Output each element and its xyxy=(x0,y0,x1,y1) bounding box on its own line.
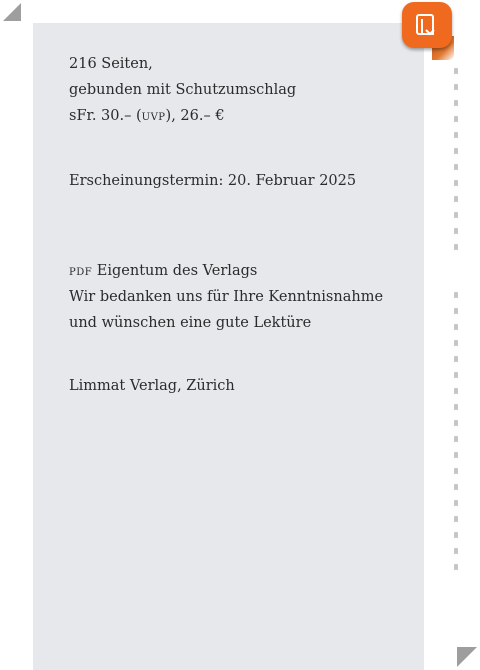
notice-block xyxy=(69,258,414,336)
release-date: Erscheinungstermin: 20. Februar 2025 xyxy=(69,173,357,189)
thanks-line-2: und wünschen eine gute Lektüre xyxy=(69,315,312,331)
page-corner-top-left-icon[interactable] xyxy=(3,3,21,21)
price-line: sFr. 30.– (uvp), 26.– € xyxy=(69,108,225,124)
thanks-line-1: Wir bedanken uns für Ihre Kenntnisnahme xyxy=(69,289,384,305)
page-count: 216 Seiten, xyxy=(69,56,153,72)
document-page xyxy=(33,23,424,670)
publisher: Limmat Verlag, Zürich xyxy=(69,378,235,394)
adjacent-page-edge xyxy=(454,68,464,578)
book-details xyxy=(69,51,414,129)
binding-info: gebunden mit Schutzumschlag xyxy=(69,82,297,98)
page-corner-bottom-right-icon[interactable] xyxy=(457,647,477,667)
pdf-label: pdf xyxy=(69,263,93,279)
pdf-ownership: pdf Eigentum des Verlags xyxy=(69,263,258,279)
open-book-icon xyxy=(412,10,442,40)
open-book-button[interactable] xyxy=(402,2,452,48)
uvp-label: uvp xyxy=(141,108,166,124)
